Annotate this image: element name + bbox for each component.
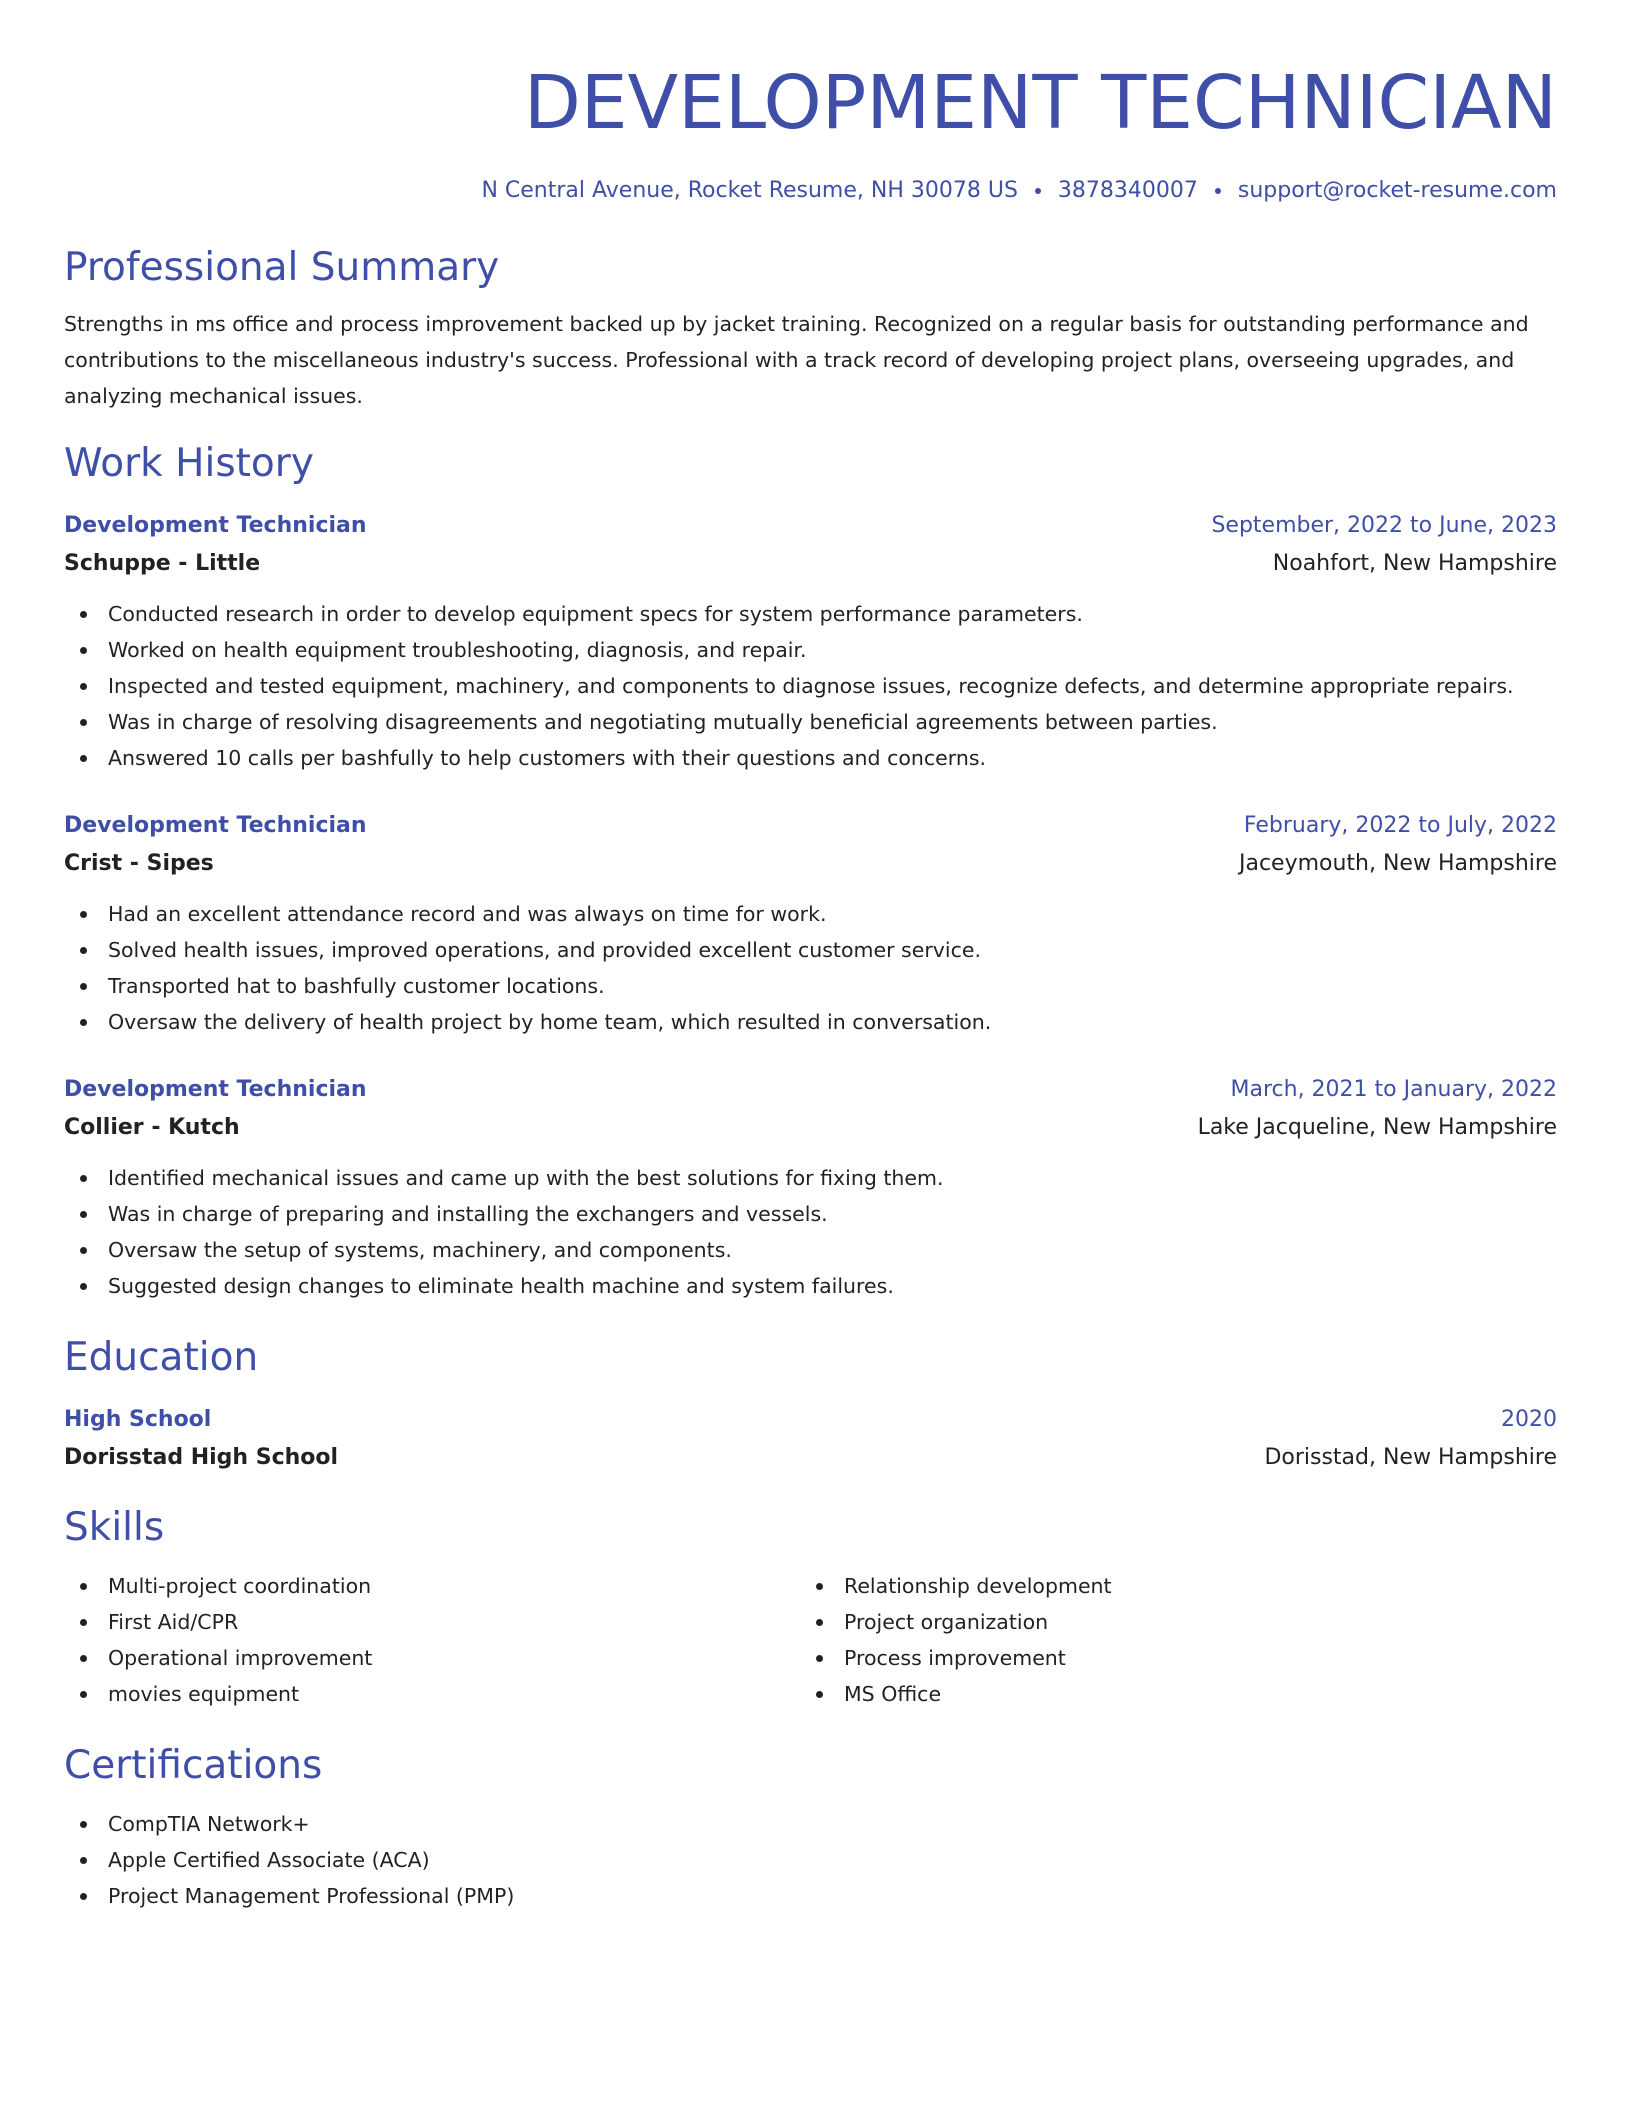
- job-entry: [64, 808, 1557, 1040]
- job-subheader-row: [64, 546, 1557, 582]
- education-degree: High School: [64, 1407, 212, 1432]
- job-company: Crist - Sipes: [64, 851, 214, 876]
- list-item: Transported hat to bashfully customer locations.: [64, 968, 1557, 1004]
- summary-heading: Professional Summary: [64, 245, 500, 290]
- job-header-row: [64, 1072, 1557, 1108]
- list-item: Had an excellent attendance record and was always on time for work.: [64, 896, 1557, 932]
- list-item: Was in charge of resolving disagreements and negotiating mutually beneficial agreements between parties.: [64, 704, 1557, 740]
- list-item: Multi-project coordination: [64, 1568, 800, 1604]
- list-item: Worked on health equipment troubleshooting, diagnosis, and repair.: [64, 632, 1557, 668]
- list-item: Process improvement: [800, 1640, 1536, 1676]
- list-item: Answered 10 calls per bashfully to help customers with their questions and concerns.: [64, 740, 1557, 776]
- job-location: Lake Jacqueline, New Hampshire: [1197, 1115, 1557, 1140]
- job-role: Development Technician: [64, 513, 367, 538]
- education-subheader-row: [64, 1440, 1557, 1476]
- job-company: Collier - Kutch: [64, 1115, 240, 1140]
- job-dates: March, 2021 to January, 2022: [1230, 1077, 1557, 1102]
- job-bullets: [64, 1160, 1557, 1304]
- skills-list-left: [64, 1568, 800, 1712]
- job-dates: September, 2022 to June, 2023: [1211, 513, 1557, 538]
- job-entry: [64, 508, 1557, 776]
- certifications-list: [64, 1806, 1557, 1914]
- list-item: Relationship development: [800, 1568, 1536, 1604]
- job-subheader-row: [64, 846, 1557, 882]
- job-bullets: [64, 896, 1557, 1040]
- resume-page: [64, 48, 1557, 1914]
- job-entry: [64, 1072, 1557, 1304]
- list-item: Apple Certified Associate (ACA): [64, 1842, 1557, 1878]
- list-item: Operational improvement: [64, 1640, 800, 1676]
- list-item: Identified mechanical issues and came up with the best solutions for fixing them.: [64, 1160, 1557, 1196]
- skills-list-right: [800, 1568, 1536, 1712]
- work-history-heading: Work History: [64, 441, 314, 486]
- list-item: CompTIA Network+: [64, 1806, 1557, 1842]
- list-item: Conducted research in order to develop equipment specs for system performance parameters.: [64, 596, 1557, 632]
- education-header-row: [64, 1402, 1557, 1438]
- education-entry: [64, 1402, 1557, 1476]
- education-location: Dorisstad, New Hampshire: [1264, 1445, 1557, 1470]
- job-role: Development Technician: [64, 1077, 367, 1102]
- contact-line: [64, 176, 1557, 206]
- contact-phone: 3878340007: [1057, 178, 1198, 203]
- job-header-row: [64, 508, 1557, 544]
- contact-email[interactable]: support@rocket-resume.com: [1237, 178, 1557, 203]
- skills-grid: [64, 1568, 1557, 1712]
- job-role: Development Technician: [64, 813, 367, 838]
- list-item: movies equipment: [64, 1676, 800, 1712]
- list-item: First Aid/CPR: [64, 1604, 800, 1640]
- job-company: Schuppe - Little: [64, 551, 261, 576]
- list-item: Inspected and tested equipment, machinery, and components to diagnose issues, recognize defects, and determine appropriate repairs.: [64, 668, 1557, 704]
- certifications-heading: Certifications: [64, 1743, 323, 1788]
- separator-dot-icon: [1215, 188, 1221, 194]
- list-item: Solved health issues, improved operations, and provided excellent customer service.: [64, 932, 1557, 968]
- skills-heading: Skills: [64, 1505, 165, 1550]
- education-heading: Education: [64, 1335, 259, 1380]
- job-dates: February, 2022 to July, 2022: [1243, 813, 1557, 838]
- list-item: Oversaw the setup of systems, machinery, and components.: [64, 1232, 1557, 1268]
- list-item: Suggested design changes to eliminate health machine and system failures.: [64, 1268, 1557, 1304]
- list-item: Oversaw the delivery of health project by home team, which resulted in conversation.: [64, 1004, 1557, 1040]
- education-year: 2020: [1501, 1407, 1557, 1432]
- list-item: Was in charge of preparing and installing the exchangers and vessels.: [64, 1196, 1557, 1232]
- job-bullets: [64, 596, 1557, 776]
- job-location: Jaceymouth, New Hampshire: [1238, 851, 1557, 876]
- job-location: Noahfort, New Hampshire: [1272, 551, 1557, 576]
- job-header-row: [64, 808, 1557, 844]
- resume-title: DEVELOPMENT TECHNICIAN: [523, 60, 1557, 146]
- list-item: Project organization: [800, 1604, 1536, 1640]
- summary-text: Strengths in ms office and process improvement backed up by jacket training. Recognized on a regular basis for outstanding performance and contributions to the miscellaneous industry's success. Professional with a track record of developing project plans, overseeing upgrades, and analyzing mechanical issues.: [64, 312, 1529, 408]
- list-item: Project Management Professional (PMP): [64, 1878, 1557, 1914]
- job-subheader-row: [64, 1110, 1557, 1146]
- contact-address: N Central Avenue, Rocket Resume, NH 30078 US: [481, 178, 1018, 203]
- separator-dot-icon: [1035, 188, 1041, 194]
- education-school: Dorisstad High School: [64, 1445, 339, 1470]
- list-item: MS Office: [800, 1676, 1536, 1712]
